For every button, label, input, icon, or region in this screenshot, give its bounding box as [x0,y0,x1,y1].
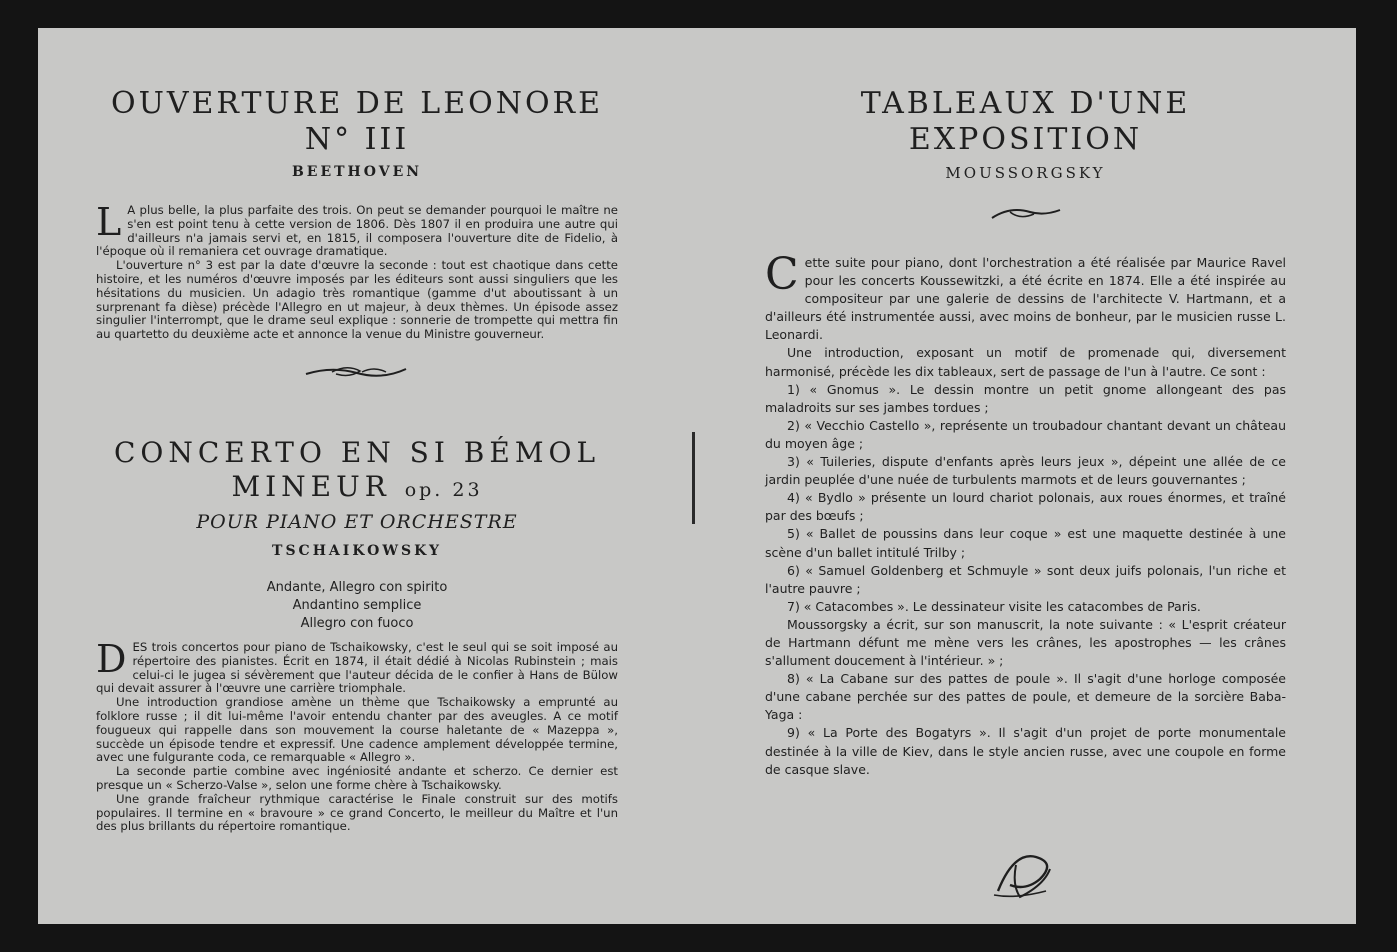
concerto-paragraph-3: La seconde partie combine avec ingéniosité andante et scherzo. Ce dernier est presque un « Scherzo-Valse », selon une forme chère à Tschaikowsky. [96,764,618,792]
page-fold [692,432,695,524]
concerto-paragraph-4: Une grande fraîcheur rythmique caractérise le Finale construit sur des motifs populaires. Il termine en « bravoure » ce grand Concerto, le meilleur du Maître et l'un des plus brillants du répertoire romantique. [96,791,618,834]
signature-monogram-icon [986,845,1066,905]
movement-2: Andantino semplice [292,597,422,613]
left-page [96,86,618,834]
tableau-item: 5) « Ballet de poussins dans leur coque » est une maquette destinée à une scène d'un ballet intitulé Trilby ; [765,526,1286,560]
tableau-item: Moussorgsky a écrit, sur son manuscrit, la note suivante : « L'esprit créateur de Hartmann défunt me mène vers les crânes, les apostrophes — les crânes s'allument doucement à l'intérieur. » ; [765,616,1286,669]
tableau-item: 4) « Bydlo » présente un lourd chariot polonais, aux roues énormes, et traîné par des bœufs ; [765,490,1286,524]
tableau-item: 8) « La Cabane sur des pattes de poule ». Il s'agit d'une horloge composée d'une cabane perchée sur des pattes de poule, et demeure de la sorcière Baba-Yaga : [765,671,1286,723]
tableaux-intro: Cette suite pour piano, dont l'orchestration a été réalisée par Maurice Ravel pour les concerts Koussewitzki, a été écrite en 1874. Elle a été inspirée au compositeur par une galerie de dessins de l'architecte V. Hartmann, et a d'ailleurs été instrumentée aussi, avec moins de bonheur, par le musicien russe L. Leonardi. [765,249,1286,343]
tableau-item: 9) « La Porte des Bogatyrs ». Il s'agit d'un projet de porte monumentale destinée à la ville de Kiev, dans le style ancien russe, avec une coupole en forme de casque slave. [765,725,1286,777]
concerto-subtitle: POUR PIANO ET ORCHESTRE [196,510,518,533]
concerto-title-line-1: CONCERTO EN SI BÉMOL [113,435,601,469]
leonore-title: OUVERTURE DE LEONORE N° III [110,86,604,157]
tableau-item: 6) « Samuel Goldenberg et Schmuyle » sont deux juifs polonais, l'un riche et l'autre pauvre ; [765,562,1286,596]
tableau-item: 2) « Vecchio Castello », représente un troubadour chantant devant un château du moyen âge ; [765,417,1286,451]
concerto-title-line-2: MINEUR op. 23 [231,469,483,503]
drop-cap: C [765,249,799,300]
movement-1: Andante, Allegro con spirito [266,579,448,595]
tableau-item: 1) « Gnomus ». Le dessin montre un petit gnome allongeant des pas maladroits sur ses jambes tordues ; [765,381,1286,415]
tableau-item: 3) « Tuileries, dispute d'enfants après leurs jeux », dépeint une allée de ce jardin peuplée d'une nuée de turbulents marmots et de leurs gouvernantes ; [765,454,1286,488]
drop-cap: D [96,636,127,681]
right-page [765,86,1286,905]
leonore-paragraph-2: L'ouverture n° 3 est par la date d'œuvre la seconde : tout est chaotique dans cette histoire, et les numéros d'œuvre imposés par les éditeurs sont aussi singuliers que les hésitations du musicien. Un adagio très romantique (gamme d'ut aboutissant à un surprenant fa dièse) précède l'Allegro en ut majeur, à deux thèmes. Un épisode assez singulier l'interrompt, que le drame seul explique : sonnerie de trompette qui mettra fin au quartetto du deuxième acte et annonce la venue du Ministre gouverneur. [96,258,618,342]
tableaux-composer: MOUSSORGSKY [945,164,1106,182]
movement-3: Allegro con fuoco [300,615,414,631]
leonore-composer: BEETHOVEN [291,164,423,180]
drop-cap: L [96,200,122,244]
leonore-paragraph-1: L A plus belle, la plus parfaite des trois. On peut se demander pourquoi le maître ne s'en est point tenu à cette version de 1806. Dès 1807 il en produira une autre qui d'ailleurs n'a jamais servi et, en 1815, il composera l'ouverture dite de Fidelio, à l'époque où il remaniera cet ouvrage dramatique. [96,200,618,259]
tableaux-paragraph-2: Une introduction, exposant un motif de promenade qui, diversement harmonisé, précède les dix tableaux, sert de passage de l'un à l'autre. Ce sont : [765,345,1286,379]
tableau-item: 7) « Catacombes ». Le dessinateur visite les catacombes de Paris. [787,598,1201,614]
concerto-paragraph-2: Une introduction grandiose amène un thème que Tschaikowsky a emprunté au folklore russe ; il dit lui-même l'avoir entendu chanter par des aveugles. A ce motif fougueux qui rappelle dans son mouvement la course haletante de « Mazeppa », succède un épisode tendre et expressif. Une cadence amplement développée termine, avec une fulgurante coda, ce remarquable « Allegro ». [96,695,618,765]
ornament-icon [986,202,1066,226]
concerto-paragraph-1: DES trois concertos pour piano de Tschaikowsky, c'est le seul qui se soit imposé au répertoire des pianistes. Écrit en 1874, il était dédié à Nicolas Rubinstein ; mais celui-ci le jugea si sévèrement que l'auteur décida de le confier à Hans de Bülow qui devait assurer à l'œuvre une carrière triomphale. [96,636,618,696]
concerto-opus: op. 23 [404,478,483,501]
tableaux-title: TABLEAUX D'UNE EXPOSITION [860,86,1191,157]
ornament-icon [302,360,412,386]
concerto-composer: TSCHAIKOWSKY [272,542,442,559]
